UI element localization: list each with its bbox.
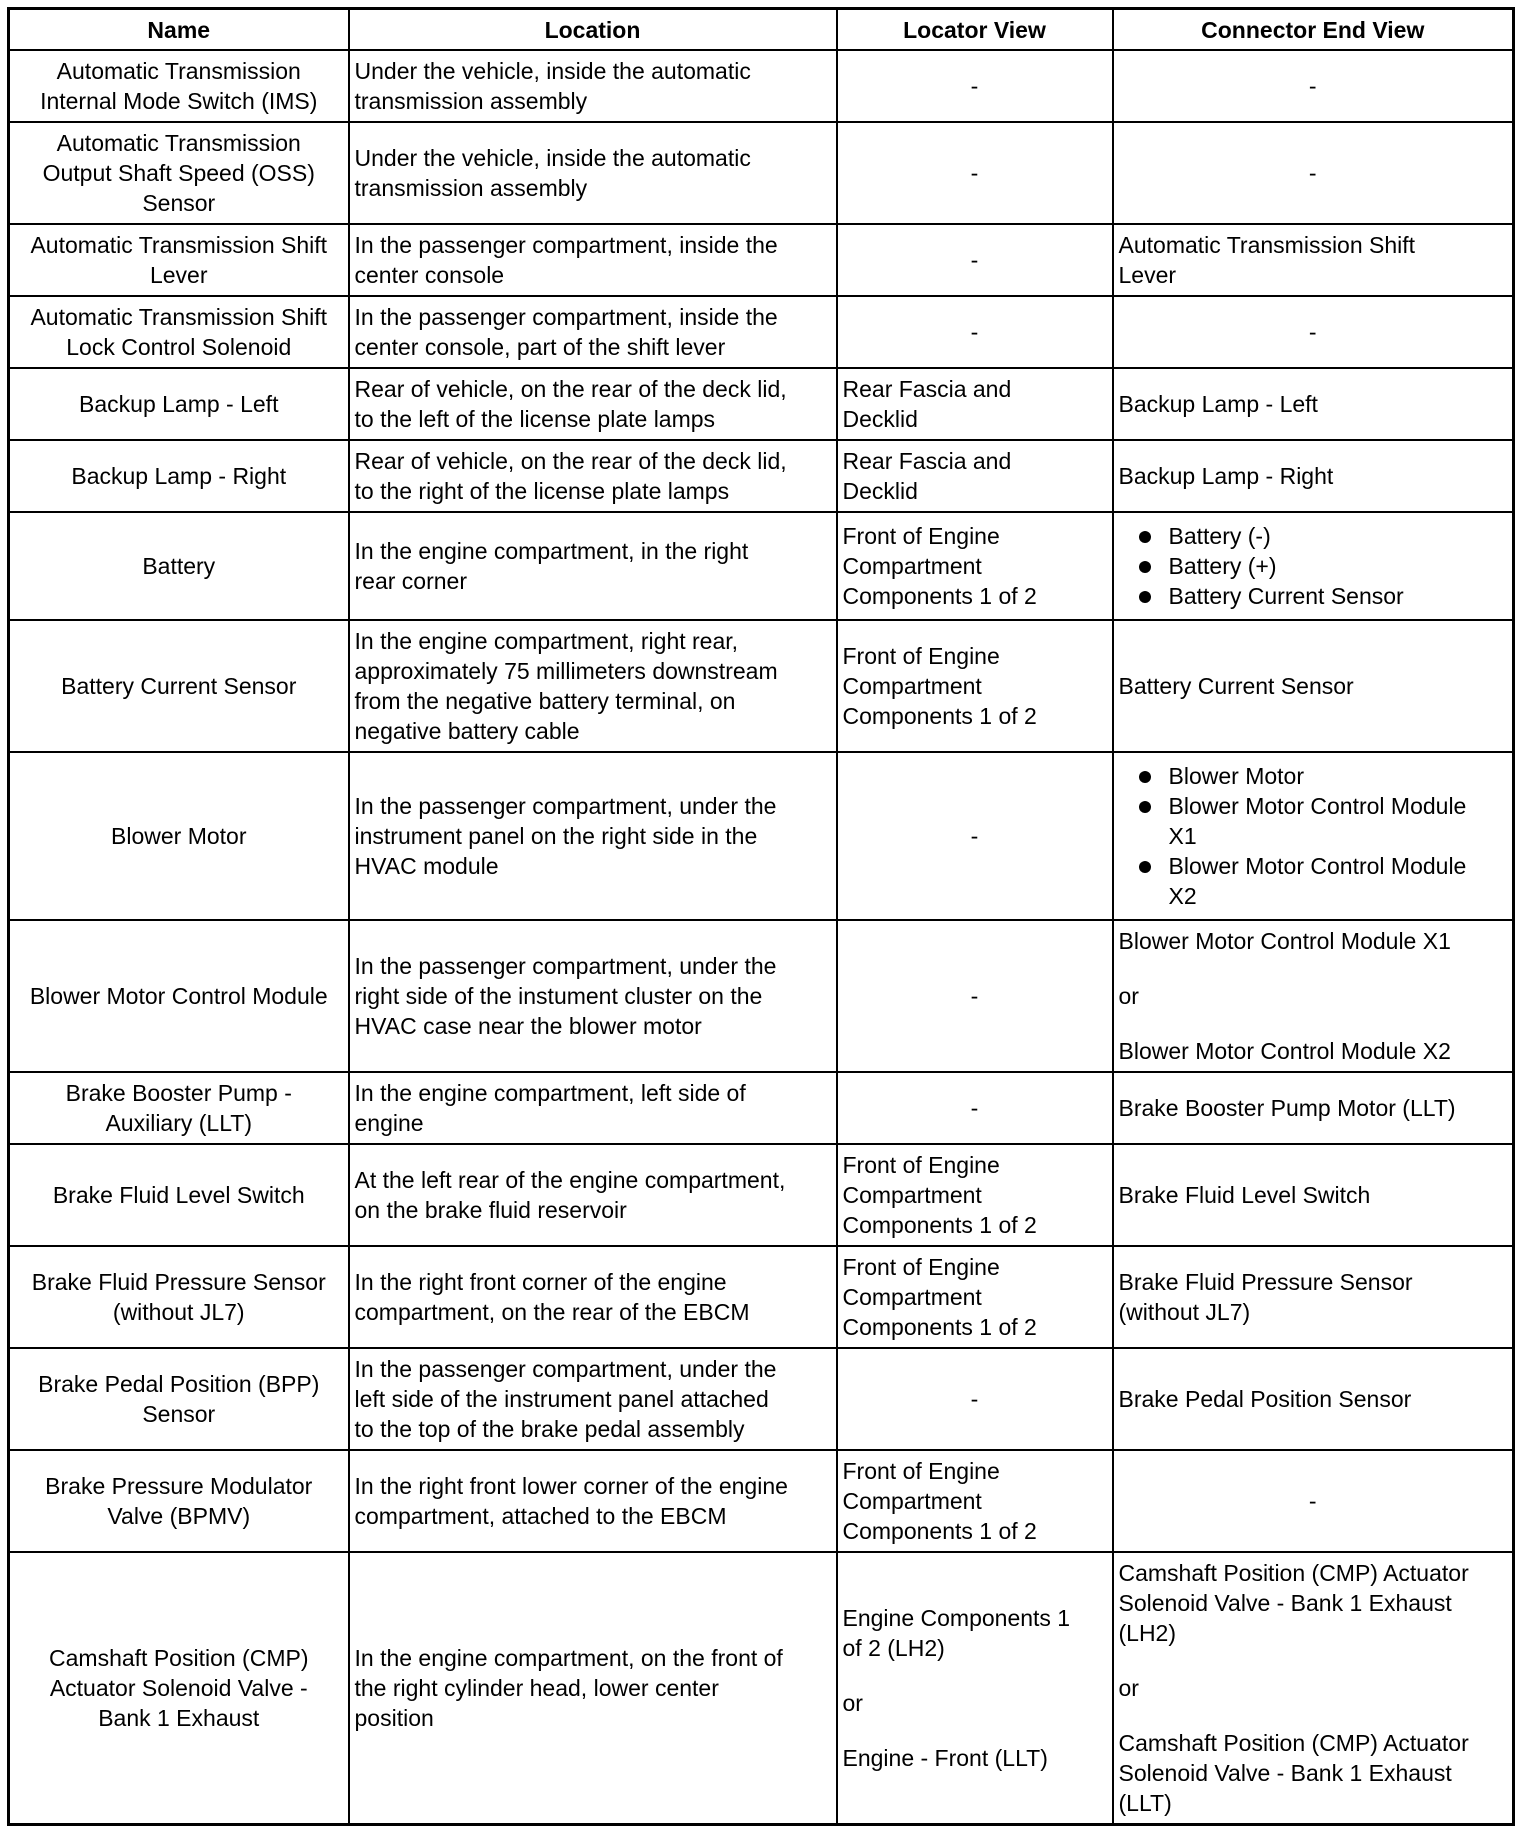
component-location: In the engine compartment, on the front of the right cylinder head, lower center position <box>354 1645 783 1731</box>
list-item: Battery (-) <box>1119 521 1508 551</box>
connector-end-view: - <box>1308 319 1317 345</box>
component-name: Blower Motor Control Module <box>29 983 328 1009</box>
component-location: In the right front corner of the engine compartment, on the rear of the EBCM <box>354 1269 750 1325</box>
component-name: Battery <box>142 553 216 579</box>
component-location: In the right front lower corner of the engine compartment, attached to the EBCM <box>354 1473 788 1529</box>
component-name: Camshaft Position (CMP) Actuator Solenoid Valve - Bank 1 Exhaust <box>49 1645 309 1731</box>
component-name: Automatic Transmission Internal Mode Switch (IMS) <box>40 58 318 114</box>
locator-view: - <box>970 247 979 273</box>
list-item: Blower Motor Control Module X2 <box>1119 851 1508 911</box>
component-name: Brake Fluid Pressure Sensor (without JL7) <box>31 1269 326 1325</box>
locator-view: - <box>970 1095 979 1121</box>
connector-alternatives: Blower Motor Control Module X1 or Blower Motor Control Module X2 <box>1118 928 1451 1064</box>
component-name: Automatic Transmission Output Shaft Speed (OSS) Sensor <box>42 130 315 216</box>
component-location: In the passenger compartment, under the left side of the instrument panel attached to the top of the brake pedal assembly <box>354 1356 777 1442</box>
component-location: Under the vehicle, inside the automatic transmission assembly <box>354 145 751 201</box>
connector-end-view: Brake Booster Pump Motor (LLT) <box>1118 1095 1456 1121</box>
component-name: Brake Booster Pump - Auxiliary (LLT) <box>65 1080 292 1136</box>
table-row <box>9 440 1514 512</box>
locator-view: Front of Engine Compartment Components 1 of 2 <box>842 1254 1037 1340</box>
component-name: Battery Current Sensor <box>61 673 297 699</box>
component-location: Rear of vehicle, on the rear of the deck lid, to the right of the license plate lamps <box>354 448 787 504</box>
table-row <box>9 296 1514 368</box>
component-name: Backup Lamp - Right <box>71 463 287 489</box>
locator-view: - <box>970 160 979 186</box>
header-location: Location <box>349 9 837 51</box>
connector-bullet-list <box>1119 521 1508 611</box>
component-name: Blower Motor <box>111 823 247 849</box>
connector-end-view: Automatic Transmission Shift Lever <box>1118 232 1416 288</box>
header-name: Name <box>9 9 349 51</box>
component-location: In the engine compartment, right rear, approximately 75 millimeters downstream from the negative battery terminal, on negative battery cable <box>354 628 778 744</box>
component-name: Brake Pedal Position (BPP) Sensor <box>38 1371 320 1427</box>
locator-view: - <box>970 983 979 1009</box>
header-locator-view: Locator View <box>837 9 1113 51</box>
locator-view: - <box>970 823 979 849</box>
table-row <box>9 122 1514 224</box>
table-row <box>9 1552 1514 1825</box>
table-row <box>9 752 1514 920</box>
locator-view: Rear Fascia and Decklid <box>842 448 1012 504</box>
locator-view: Front of Engine Compartment Components 1 of 2 <box>842 1152 1037 1238</box>
component-name: Backup Lamp - Left <box>79 391 279 417</box>
component-location: In the passenger compartment, under the instrument panel on the right side in the HVAC module <box>354 793 777 879</box>
table-row <box>9 920 1514 1072</box>
locator-view: Rear Fascia and Decklid <box>842 376 1012 432</box>
connector-end-view: Battery Current Sensor <box>1118 673 1354 699</box>
list-item: Battery Current Sensor <box>1119 581 1508 611</box>
header-row <box>9 9 1514 51</box>
locator-view: - <box>970 1386 979 1412</box>
connector-bullet-list <box>1119 761 1508 911</box>
table-row <box>9 1246 1514 1348</box>
component-location: In the passenger compartment, inside the center console <box>354 232 778 288</box>
table-row <box>9 512 1514 620</box>
connector-end-view: - <box>1308 73 1317 99</box>
component-location: In the engine compartment, in the right rear corner <box>354 538 749 594</box>
connector-end-view: Brake Fluid Pressure Sensor (without JL7) <box>1118 1269 1413 1325</box>
component-location: Under the vehicle, inside the automatic transmission assembly <box>354 58 751 114</box>
component-location: Rear of vehicle, on the rear of the deck lid, to the left of the license plate lamps <box>354 376 787 432</box>
component-location: In the passenger compartment, inside the center console, part of the shift lever <box>354 304 778 360</box>
table-row <box>9 50 1514 122</box>
component-name: Brake Fluid Level Switch <box>52 1182 305 1208</box>
table-row <box>9 224 1514 296</box>
table-row <box>9 1144 1514 1246</box>
table-row <box>9 620 1514 752</box>
connector-end-view: Backup Lamp - Right <box>1118 463 1334 489</box>
component-name: Automatic Transmission Shift Lock Control Solenoid <box>30 304 328 360</box>
header-connector-end-view: Connector End View <box>1113 9 1514 51</box>
connector-end-view: - <box>1308 160 1317 186</box>
component-location: In the passenger compartment, under the right side of the instument cluster on the HVAC case near the blower motor <box>354 953 777 1039</box>
component-locator-table <box>7 7 1515 1826</box>
list-item: Blower Motor Control Module X1 <box>1119 791 1508 851</box>
table-row <box>9 1072 1514 1144</box>
list-item: Blower Motor <box>1119 761 1508 791</box>
connector-end-view: Brake Pedal Position Sensor <box>1118 1386 1412 1412</box>
connector-end-view: Backup Lamp - Left <box>1118 391 1318 417</box>
connector-alternatives: Camshaft Position (CMP) Actuator Solenoid Valve - Bank 1 Exhaust (LH2) or Camshaft Position (CMP) Actuator Solenoid Valve - Bank 1 Exhaust (LLT) <box>1118 1560 1469 1816</box>
locator-view: Front of Engine Compartment Components 1 of 2 <box>842 643 1037 729</box>
list-item: Battery (+) <box>1119 551 1508 581</box>
table-row <box>9 1450 1514 1552</box>
connector-end-view: - <box>1308 1488 1317 1514</box>
locator-view: - <box>970 73 979 99</box>
component-location: At the left rear of the engine compartment, on the brake fluid reservoir <box>354 1167 786 1223</box>
component-location: In the engine compartment, left side of engine <box>354 1080 746 1136</box>
table-row <box>9 368 1514 440</box>
table-row <box>9 1348 1514 1450</box>
locator-view: Front of Engine Compartment Components 1 of 2 <box>842 523 1037 609</box>
locator-view: Front of Engine Compartment Components 1 of 2 <box>842 1458 1037 1544</box>
component-name: Brake Pressure Modulator Valve (BPMV) <box>45 1473 313 1529</box>
connector-end-view: Brake Fluid Level Switch <box>1118 1182 1371 1208</box>
component-name: Automatic Transmission Shift Lever <box>30 232 328 288</box>
locator-alternatives: Engine Components 1 of 2 (LH2) or Engine - Front (LLT) <box>842 1605 1071 1771</box>
locator-view: - <box>970 319 979 345</box>
